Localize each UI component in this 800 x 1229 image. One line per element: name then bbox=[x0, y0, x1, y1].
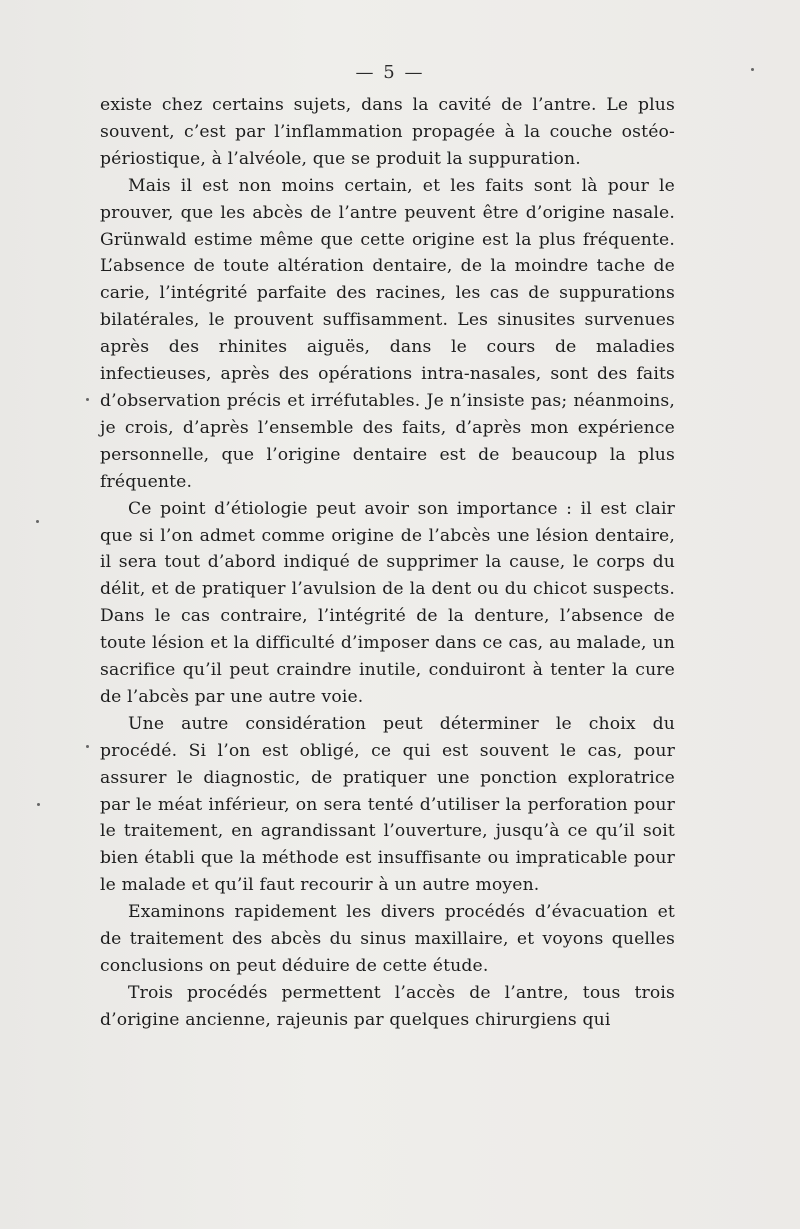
paper-speck bbox=[86, 398, 89, 401]
body-text bbox=[100, 92, 675, 1034]
paragraph-5: Examinons rapidement les divers procédés d’évacuation et de traitement des abcès du sinus maxillaire, et voyons quelles conclusions on peut déduire de cette étude. bbox=[100, 902, 675, 976]
paper-speck bbox=[86, 745, 89, 748]
paper-speck bbox=[37, 803, 40, 806]
paragraph-1: existe chez certains sujets, dans la cavité de l’antre. Le plus souvent, c’est par l’inflammation propagée à la couche ostéo-périostique, à l’alvéole, que se produit la suppuration. bbox=[100, 95, 675, 169]
paragraph-3: Ce point d’étiologie peut avoir son importance : il est clair que si l’on admet comme origine de l’abcès une lésion dentaire, il sera tout d’abord indiqué de supprimer la cause, le corps du délit, et de pratiquer l’avulsion de la dent ou du chicot suspects. Dans le cas contraire, l’intégrité de la denture, l’absence de toute lésion et la difficulté d’imposer dans ce cas, au malade, un sacrifice qu’il peut craindre inutile, conduiront à tenter la cure de l’abcès par une autre voie. bbox=[100, 498, 675, 707]
paper-speck bbox=[36, 520, 39, 523]
paragraph-2: Mais il est non moins certain, et les faits sont là pour le prouver, que les abcès de l’antre peuvent être d’origine nasale. Grünwald estime même que cette origine est la plus fréquente. L’absence de toute altération dentaire, de la moindre tache de carie, l’intégrité parfaite des racines, les cas de suppurations bilatérales, le prouvent suffisamment. Les sinusites survenues après des rhinites aiguës, dans le cours de maladies infectieuses, après des opérations intra-nasales, sont des faits d’observation précis et irréfutables. Je n’insiste pas; néanmoins, je crois, d’après l’ensemble des faits, d’après mon expérience personnelle, que l’origine dentaire est de beaucoup la plus fréquente. bbox=[100, 175, 675, 492]
paper-speck bbox=[751, 68, 754, 71]
page-number: — 5 — bbox=[355, 62, 425, 83]
paragraph-6: Trois procédés permettent l’accès de l’antre, tous trois d’origine ancienne, rajeunis par quelques chirurgiens qui bbox=[100, 982, 675, 1030]
paragraph-4: Une autre considération peut déterminer le choix du procédé. Si l’on est obligé, ce qui est souvent le cas, pour assurer le diagnostic, de pratiquer une ponction exploratrice par le méat inférieur, on sera tenté d’utiliser la perforation pour le traitement, en agrandissant l’ouverture, jusqu’à ce qu’il soit bien établi que la méthode est insuffisante ou impraticable pour le malade et qu’il faut recourir à un autre moyen. bbox=[100, 713, 675, 896]
